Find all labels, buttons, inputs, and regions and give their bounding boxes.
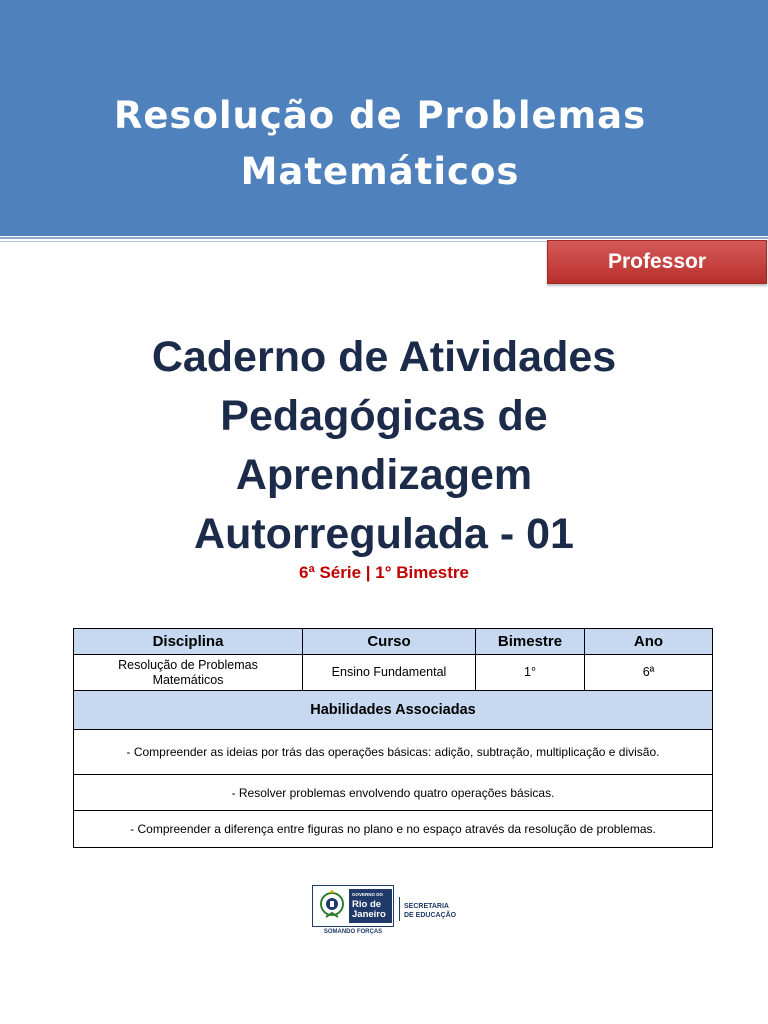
header-title: [0, 88, 760, 200]
header-title-line-2: Matemáticos: [240, 150, 520, 193]
logo-gov-panel: [349, 889, 392, 923]
habilidade-2: - Resolver problemas envolvendo quatro operações básicas.: [74, 775, 713, 811]
header-bimestre: Bimestre: [476, 629, 585, 655]
logo-secretaria-line-2: DE EDUCAÇÃO: [404, 912, 457, 919]
cell-bimestre: 1°: [476, 655, 585, 691]
logo-slogan: SOMANDO FORÇAS: [323, 929, 383, 935]
document-title-line-3: Aprendizagem: [235, 451, 533, 499]
header-title-line-1: Resolução de Problemas: [113, 94, 647, 137]
document-title-line-4: Autorregulada - 01: [194, 510, 574, 558]
logo-divider: [399, 897, 400, 921]
table-row: [74, 655, 713, 691]
cell-disciplina-line-1: Resolução de Problemas: [118, 657, 258, 672]
habilidades-header-row: [74, 691, 713, 730]
document-title: [0, 328, 768, 564]
cell-disciplina: [74, 655, 303, 691]
logo-gov-name-line-2: Janeiro: [352, 909, 386, 920]
habilidades-header: Habilidades Associadas: [74, 691, 713, 730]
document-title-line-1: Caderno de Atividades: [151, 333, 617, 381]
habilidade-1: - Compreender as ideias por trás das operações básicas: adição, subtração, multiplicação e divisão.: [74, 730, 713, 775]
header-disciplina: Disciplina: [74, 629, 303, 655]
government-logo: [312, 885, 472, 941]
document-title-line-2: Pedagógicas de: [220, 392, 548, 440]
habilidade-3: - Compreender a diferença entre figuras no plano e no espaço através da resolução de problemas.: [74, 811, 713, 848]
cell-ano: 6ª: [585, 655, 713, 691]
cell-disciplina-line-2: Matemáticos: [152, 672, 224, 687]
document-subtitle: 6ª Série | 1° Bimestre: [299, 563, 469, 582]
header-divider: [0, 237, 768, 239]
logo-box: [312, 885, 394, 927]
logo-gov-small: GOVERNO DO: [352, 892, 384, 897]
logo-gov-name: [352, 900, 386, 920]
table-header-row: [74, 629, 713, 655]
coat-of-arms-icon: [316, 889, 348, 923]
header-curso: Curso: [303, 629, 476, 655]
cell-curso: Ensino Fundamental: [303, 655, 476, 691]
habilidade-row: [74, 730, 713, 775]
logo-secretaria: [404, 902, 456, 920]
logo-gov-name-line-1: Rio de: [352, 899, 382, 910]
info-table: [73, 628, 713, 848]
habilidade-row: [74, 811, 713, 848]
logo-secretaria-line-1: SECRETARIA: [404, 903, 449, 910]
professor-badge: Professor: [547, 240, 767, 284]
habilidade-row: [74, 775, 713, 811]
header-ano: Ano: [585, 629, 713, 655]
